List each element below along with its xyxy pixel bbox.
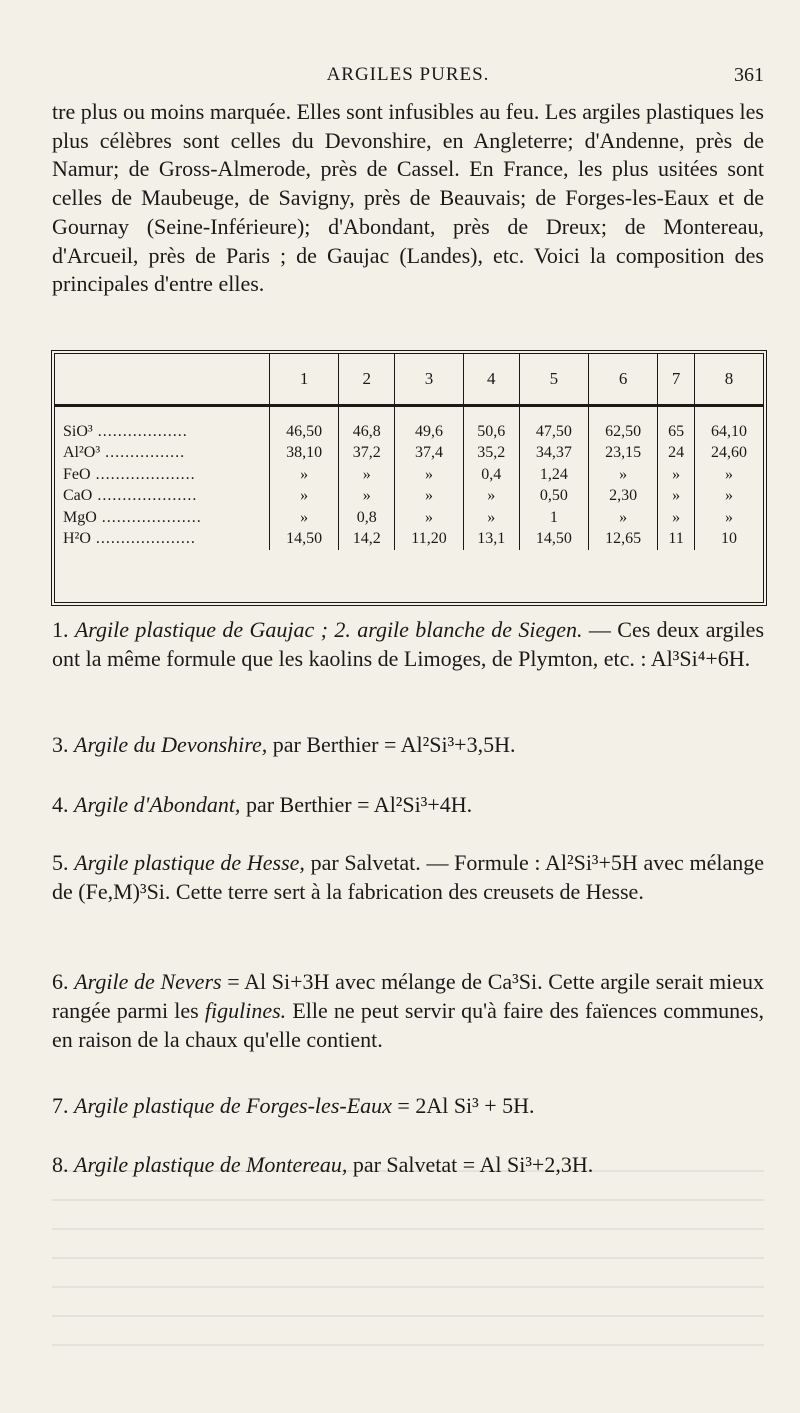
table-cell: 24 (658, 443, 695, 465)
note-number: 4. (52, 792, 69, 817)
row-label: CaO .................... (63, 487, 198, 505)
row-label: H²O .................... (63, 530, 196, 548)
leader-dots: .................... (90, 465, 196, 483)
leader-dots: .................... (92, 487, 198, 505)
table-cell: 47,50 (519, 406, 588, 443)
table-cell: » (589, 507, 658, 529)
table-cell: » (270, 464, 339, 486)
row-label: MgO .................... (63, 508, 202, 526)
table-cell: 11,20 (395, 529, 463, 551)
row-label: SiO³ .................. (63, 422, 188, 440)
table-cell: 0,8 (339, 507, 395, 529)
table-row (55, 486, 763, 508)
table-header-row (55, 354, 763, 406)
column-header: 1 (270, 354, 339, 406)
note-text: par Salvetat = Al Si³+2,3H. (352, 1152, 594, 1177)
note-emphasis: figulines. (204, 998, 287, 1023)
leader-dots: .................... (90, 530, 196, 548)
table-cell: 10 (695, 529, 763, 551)
table-cell: 37,4 (395, 443, 463, 465)
note-3 (52, 730, 764, 759)
note-5 (52, 848, 764, 906)
note-1 (52, 615, 764, 673)
table-cell: 12,65 (589, 529, 658, 551)
note-number: 7. (52, 1093, 69, 1118)
note-text: = 2Al Si³ + 5H. (397, 1093, 535, 1118)
table-cell: 49,6 (395, 406, 463, 443)
table-cell: 0,50 (519, 486, 588, 508)
table-cell: » (339, 464, 395, 486)
note-4 (52, 790, 764, 819)
table-header-label (55, 354, 270, 406)
table-cell: 38,10 (270, 443, 339, 465)
note-6 (52, 967, 764, 1054)
column-header: 8 (695, 354, 763, 406)
note-title: Argile de Nevers (74, 969, 222, 994)
table-cell: » (270, 486, 339, 508)
running-title: ARGILES PURES. (326, 64, 490, 85)
table-cell: » (395, 486, 463, 508)
table-cell: » (695, 486, 763, 508)
row-label: Al²O³ ................ (63, 444, 186, 462)
column-header: 2 (339, 354, 395, 406)
table-cell: 1,24 (519, 464, 588, 486)
table-cell: 14,50 (270, 529, 339, 551)
note-number: 5. (52, 850, 69, 875)
table-cell: » (695, 507, 763, 529)
page-number: 361 (734, 64, 764, 86)
table-cell: » (395, 464, 463, 486)
table-cell: » (658, 464, 695, 486)
table-row (55, 443, 763, 465)
column-header: 4 (463, 354, 519, 406)
note-title: Argile plastique de Gaujac ; 2. argile blanche de Siegen. (74, 617, 583, 642)
page-header (52, 64, 764, 94)
column-header: 5 (519, 354, 588, 406)
table-cell: 24,60 (695, 443, 763, 465)
table-cell: 23,15 (589, 443, 658, 465)
table-cell: 64,10 (695, 406, 763, 443)
composition-table-frame (51, 350, 767, 606)
table-cell: 34,37 (519, 443, 588, 465)
note-text: — Ces deux argiles ont la même formule que les kaolins de Limoges, de Plymton, etc. : Al³Si⁴+6H. (52, 617, 765, 671)
table-cell: 62,50 (589, 406, 658, 443)
note-title: Argile d'Abondant, (74, 792, 241, 817)
note-number: 1. (52, 617, 69, 642)
table-cell: 50,6 (463, 406, 519, 443)
column-header: 7 (658, 354, 695, 406)
intro-paragraph: tre plus ou moins marquée. Elles sont infusibles au feu. Les argiles plastiques les plus célèbres sont celles du Devonshire, en Angleterre; d'Andenne, près de Namur; de Gross-Almerode, près de Cassel. En France, les plus usitées sont celles de Maubeuge, de Savigny, près de Beauvais; de Forges-les-Eaux et de Gournay (Seine-Inférieure); d'Abondant, près de Dreux; de Montereau, d'Arcueil, près de Paris ; de Gaujac (Landes), etc. Voici la composition des principales d'entre elles. (52, 99, 764, 297)
leader-dots: ................ (100, 444, 186, 462)
table-cell: 13,1 (463, 529, 519, 551)
table-row (55, 507, 763, 529)
note-text: par Salvetat. — Formule : Al²Si³+5H avec mélange de (Fe,M)³Si. Cette terre sert à la fabrication des creusets de Hesse. (52, 850, 765, 904)
table-cell: 35,2 (463, 443, 519, 465)
table-cell: 2,30 (589, 486, 658, 508)
note-text: = Al Si+3H avec mélange de Ca³Si. Cette argile serait mieux rangée parmi les (52, 969, 765, 1023)
table-cell: » (658, 507, 695, 529)
table-cell: 37,2 (339, 443, 395, 465)
table-cell: » (339, 486, 395, 508)
leader-dots: .................... (96, 508, 202, 526)
table-cell: » (395, 507, 463, 529)
note-text: Elle ne peut servir qu'à faire des faïences communes, en raison de la chaux qu'elle contient. (52, 998, 765, 1052)
table-cell: 14,50 (519, 529, 588, 551)
table-cell: 65 (658, 406, 695, 443)
table-cell: 11 (658, 529, 695, 551)
table-row (55, 406, 763, 443)
table-cell: » (658, 486, 695, 508)
note-text: par Berthier = Al²Si³+4H. (245, 792, 473, 817)
column-header: 6 (589, 354, 658, 406)
note-number: 3. (52, 732, 69, 757)
table-cell: 1 (519, 507, 588, 529)
note-number: 8. (52, 1152, 69, 1177)
table-cell: 14,2 (339, 529, 395, 551)
note-title: Argile plastique de Forges-les-Eaux (74, 1093, 392, 1118)
bleed-through-texture (52, 1170, 764, 1370)
table-cell: » (589, 464, 658, 486)
note-title: Argile du Devonshire, (74, 732, 268, 757)
table-row (55, 464, 763, 486)
table-cell: » (695, 464, 763, 486)
table-cell: » (463, 486, 519, 508)
row-label: FeO .................... (63, 465, 196, 483)
leader-dots: .................. (92, 422, 188, 440)
table-cell: 0,4 (463, 464, 519, 486)
table-cell: 46,8 (339, 406, 395, 443)
table-cell: » (463, 507, 519, 529)
note-7 (52, 1091, 764, 1120)
column-header: 3 (395, 354, 463, 406)
table-cell: » (270, 507, 339, 529)
composition-table (55, 354, 763, 550)
note-title: Argile plastique de Montereau, (74, 1152, 348, 1177)
table-cell: 46,50 (270, 406, 339, 443)
note-number: 6. (52, 969, 69, 994)
note-title: Argile plastique de Hesse, (74, 850, 305, 875)
table-row (55, 529, 763, 551)
note-text: par Berthier = Al²Si³+3,5H. (272, 732, 516, 757)
